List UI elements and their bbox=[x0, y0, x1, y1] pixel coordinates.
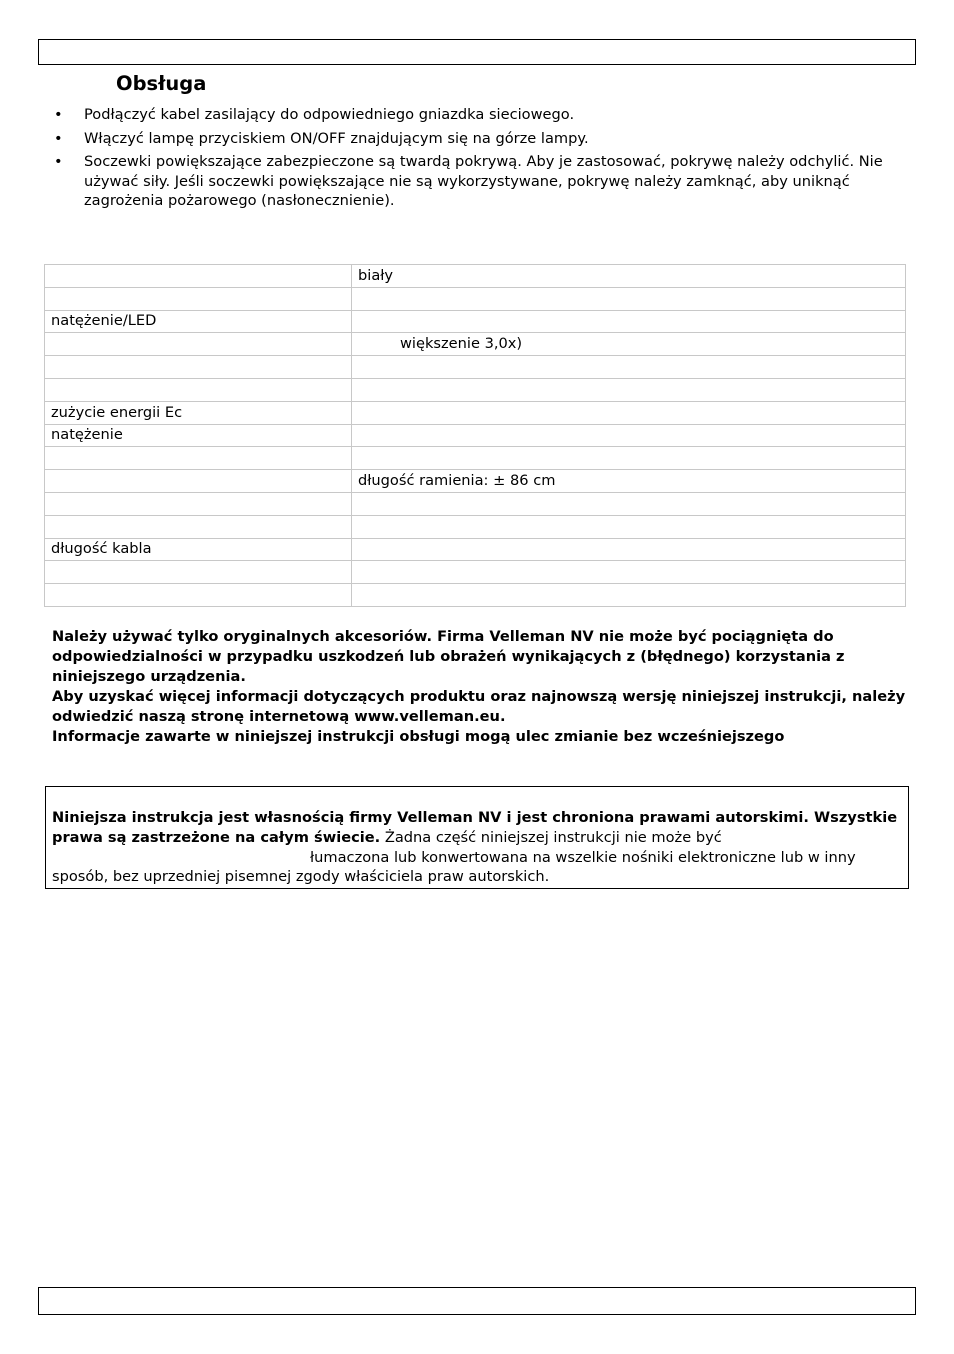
list-item bbox=[54, 152, 884, 211]
spec-label: zużycie energii Ec bbox=[45, 401, 352, 424]
table-row bbox=[45, 265, 906, 288]
spec-label: natężenie bbox=[45, 424, 352, 447]
table-row bbox=[45, 538, 906, 561]
spec-value: długość ramienia: ± 86 cm bbox=[352, 470, 906, 493]
spec-value-text: większenie 3,0x) bbox=[400, 335, 523, 353]
table-row bbox=[45, 378, 906, 401]
section-title: Obsługa bbox=[116, 72, 207, 95]
spec-label: długość kabla bbox=[45, 538, 352, 561]
spec-value bbox=[352, 561, 906, 584]
table-row bbox=[45, 333, 906, 356]
spec-label bbox=[45, 470, 352, 493]
notice-paragraph: Aby uzyskać więcej informacji dotyczących produktu oraz najnowszą wersję niniejszej instrukcji, należy odwiedzić naszą stronę internetową www.velleman.eu. bbox=[52, 688, 906, 725]
accessories-notice bbox=[52, 627, 912, 747]
table-row bbox=[45, 561, 906, 584]
table-row bbox=[45, 584, 906, 607]
bullet-icon: • bbox=[54, 129, 63, 147]
instruction-list bbox=[54, 105, 884, 215]
table-row bbox=[45, 287, 906, 310]
spec-label bbox=[45, 492, 352, 515]
table-row bbox=[45, 515, 906, 538]
list-item bbox=[54, 129, 884, 149]
list-item bbox=[54, 105, 884, 125]
spec-label bbox=[45, 561, 352, 584]
spec-label bbox=[45, 378, 352, 401]
spec-label bbox=[45, 447, 352, 470]
spec-label bbox=[45, 356, 352, 379]
bullet-icon: • bbox=[54, 153, 63, 170]
spec-value bbox=[352, 538, 906, 561]
notice-paragraph: Należy używać tylko oryginalnych akcesoriów. Firma Velleman NV nie może być pociągnięta do odpowiedzialności w przypadku uszkodzeń lub obrażeń wynikających z (błędnego) korzystania z niniejszego urządzenia. bbox=[52, 628, 845, 685]
copyright-text: Żadna część niniejszej instrukcji nie może być bbox=[384, 828, 722, 846]
spec-label: natężenie/LED bbox=[45, 310, 352, 333]
spec-value bbox=[352, 447, 906, 470]
spec-value bbox=[352, 424, 906, 447]
spec-label bbox=[45, 515, 352, 538]
spec-value bbox=[352, 492, 906, 515]
table-row bbox=[45, 401, 906, 424]
copyright-text: łumaczona lub konwertowana na wszelkie nośniki elektroniczne lub w inny sposób, bez uprzedniej pisemnej zgody właściciela praw autorskich. bbox=[52, 848, 856, 886]
spec-label bbox=[45, 265, 352, 288]
table-row bbox=[45, 447, 906, 470]
spec-value bbox=[352, 356, 906, 379]
page-header-box bbox=[38, 39, 916, 65]
spec-value bbox=[352, 515, 906, 538]
spec-value: biały bbox=[352, 265, 906, 288]
notice-paragraph: Informacje zawarte w niniejszej instrukcji obsługi mogą ulec zmianie bez wcześniejszego bbox=[52, 728, 785, 745]
spec-value bbox=[352, 378, 906, 401]
spec-value bbox=[352, 401, 906, 424]
spec-label bbox=[45, 333, 352, 356]
list-item-text: Soczewki powiększające zabezpieczone są twardą pokrywą. Aby je zastosować, pokrywę należy odchylić. Nie używać siły. Jeśli soczewki powiększające nie są wykorzystywane, pokrywę należy zamknąć, aby uniknąć zagrożenia pożarowego (nasłonecznienie). bbox=[84, 153, 883, 209]
bullet-icon: • bbox=[54, 106, 63, 123]
list-item-text: Włączyć lampę przyciskiem ON/OFF znajdującym się na górze lampy. bbox=[84, 129, 589, 147]
list-item-text: Podłączyć kabel zasilający do odpowiedniego gniazdka sieciowego. bbox=[84, 106, 575, 123]
spec-value bbox=[352, 310, 906, 333]
spec-value bbox=[352, 584, 906, 607]
spec-label bbox=[45, 287, 352, 310]
spec-label bbox=[45, 584, 352, 607]
table-row bbox=[45, 470, 906, 493]
copyright-box bbox=[45, 786, 909, 889]
table-row bbox=[45, 356, 906, 379]
table-row bbox=[45, 424, 906, 447]
spec-table bbox=[44, 264, 906, 607]
spec-value bbox=[352, 333, 906, 356]
table-row bbox=[45, 492, 906, 515]
page-footer-box bbox=[38, 1287, 916, 1315]
table-row bbox=[45, 310, 906, 333]
spec-value bbox=[352, 287, 906, 310]
copyright-bold-text: Niniejsza instrukcja jest własnością firmy Velleman NV i jest chroniona prawami autorskimi. Wszystkie prawa są zastrzeżone na całym świecie. bbox=[52, 809, 898, 846]
